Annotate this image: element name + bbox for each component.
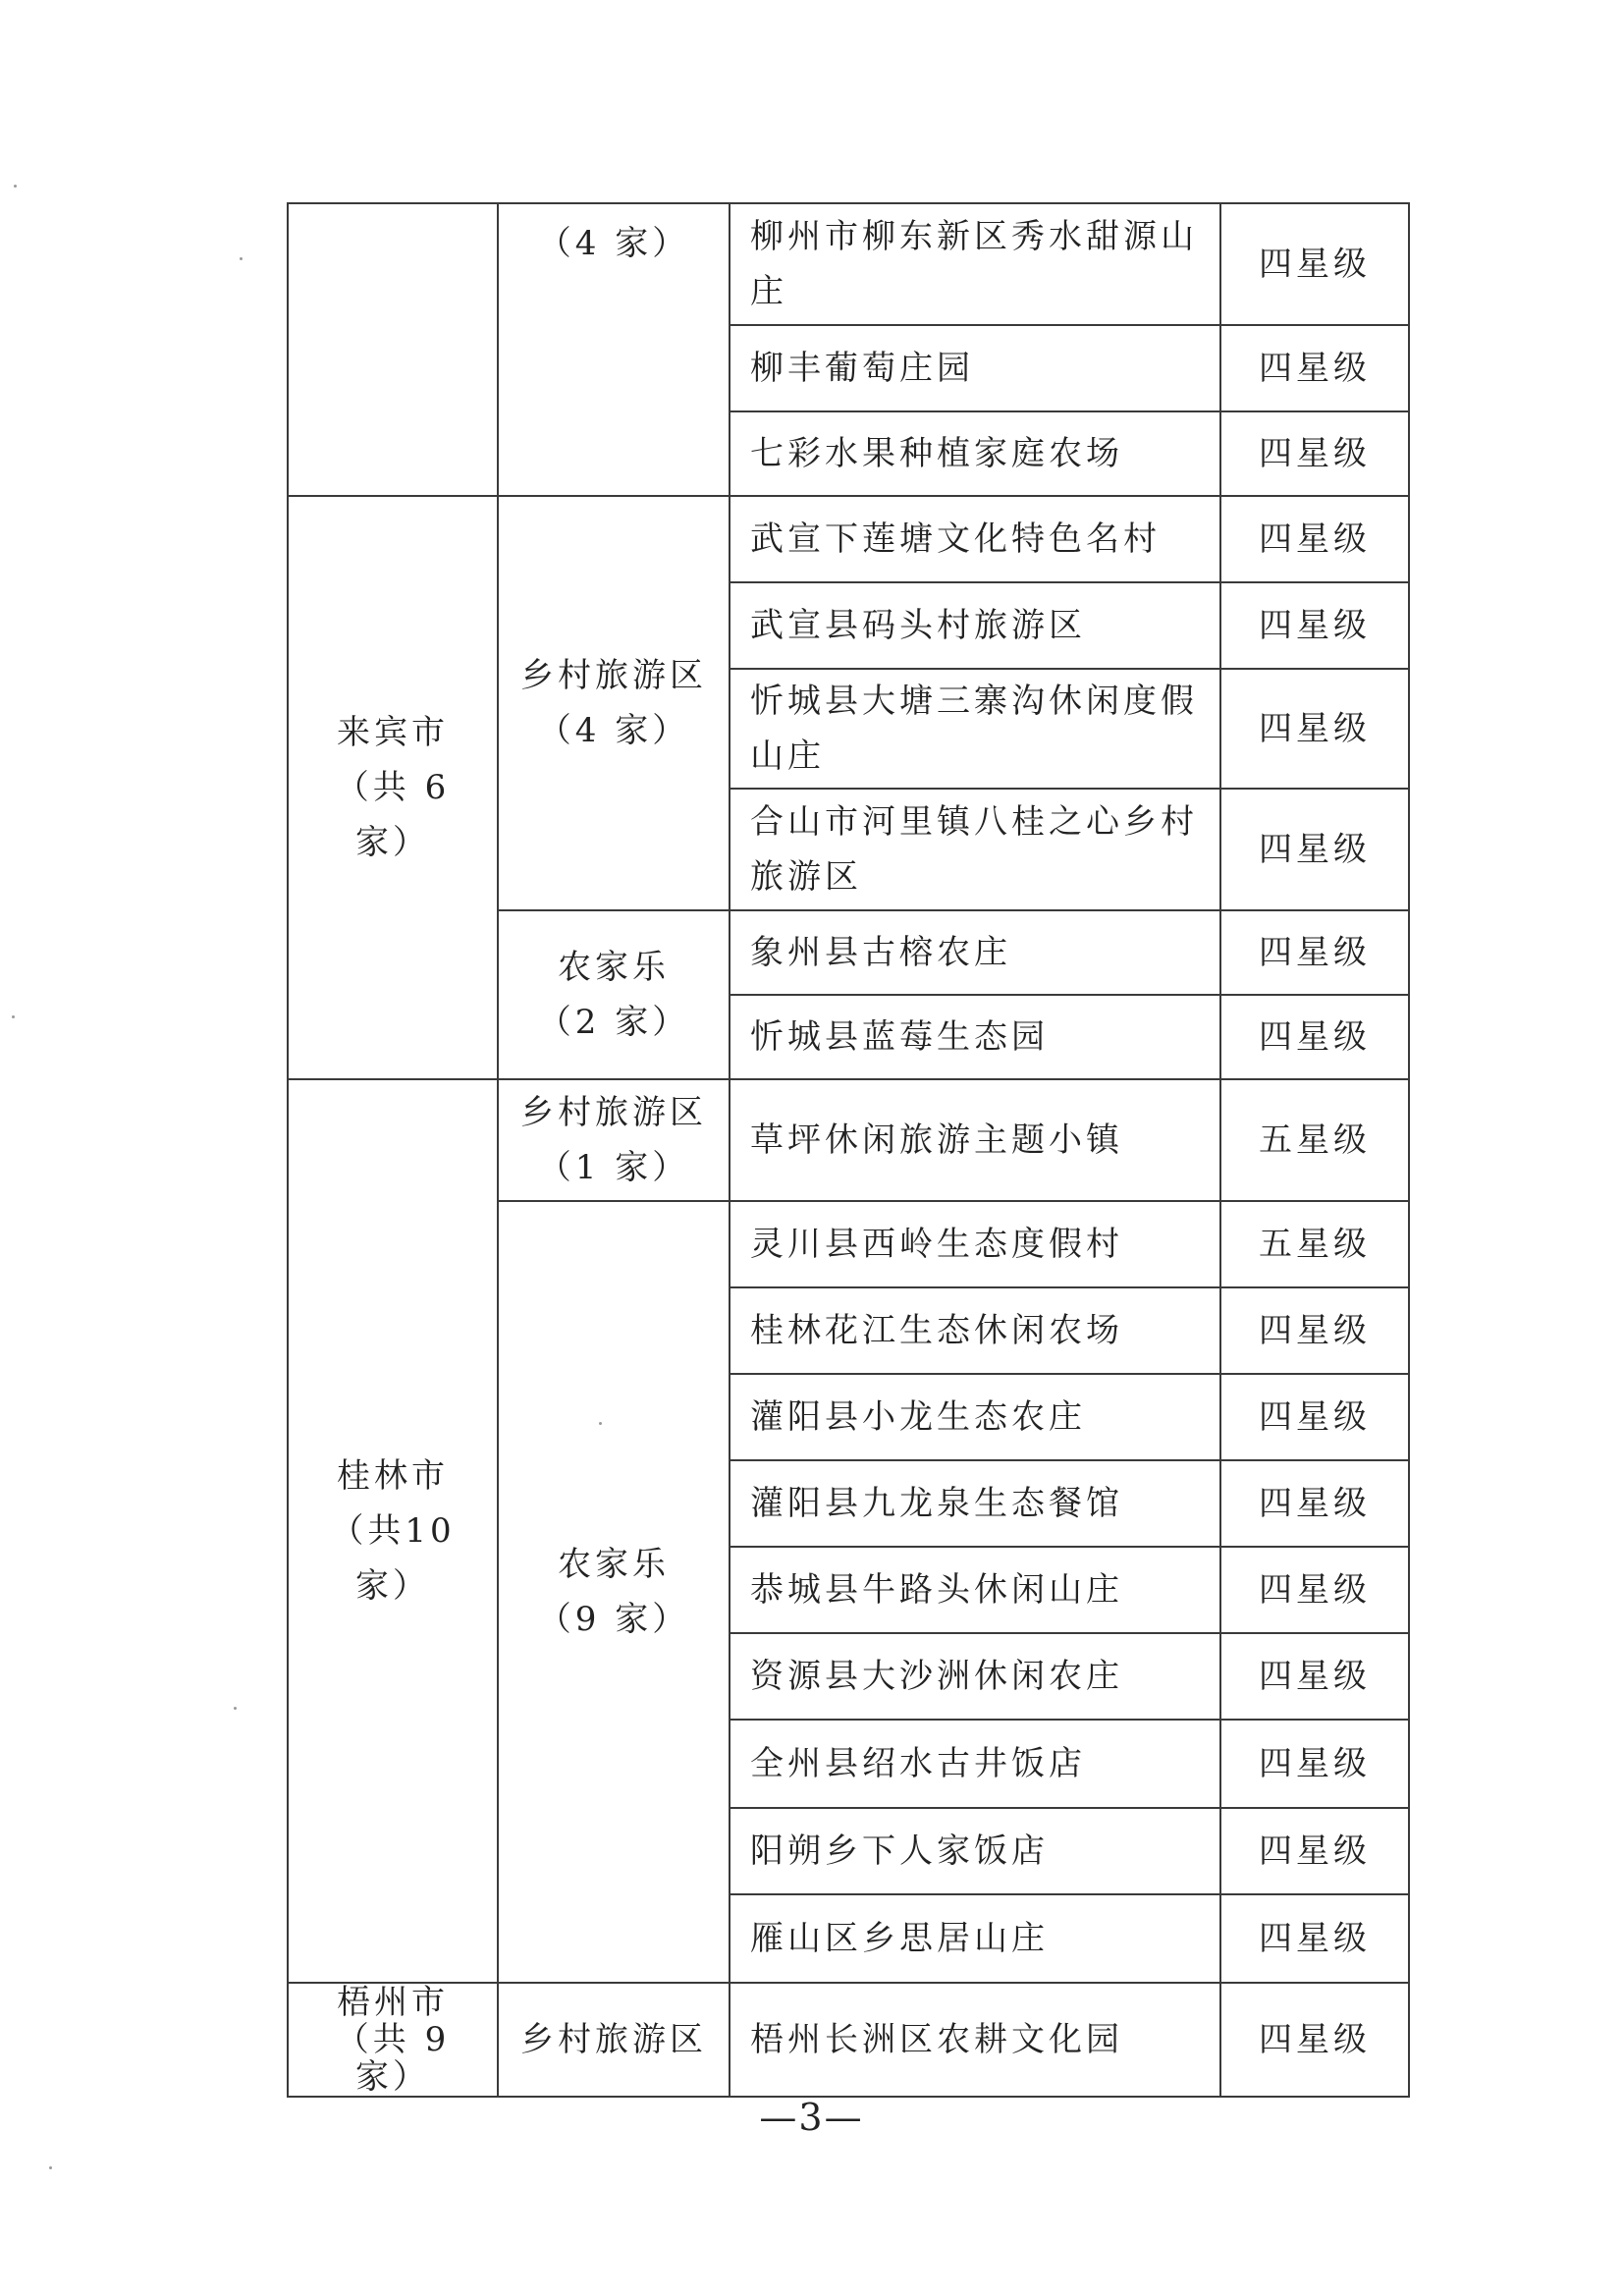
site-name: 武宣县码头村旅游区 — [730, 582, 1220, 669]
site-rating: 四星级 — [1220, 1983, 1409, 2097]
category-cell — [498, 1201, 730, 1983]
table-row — [288, 1983, 1409, 2097]
category-count: （9 家） — [537, 1600, 690, 1639]
ranking-table — [287, 202, 1410, 2098]
site-name: 柳丰葡萄庄园 — [730, 325, 1220, 411]
category-count: （1 家） — [537, 1148, 690, 1187]
site-name: 灵川县西岭生态度假村 — [730, 1201, 1220, 1287]
site-rating: 四星级 — [1220, 1894, 1409, 1983]
site-rating: 四星级 — [1220, 496, 1409, 582]
site-name: 灌阳县小龙生态农庄 — [730, 1374, 1220, 1460]
table-row — [288, 1079, 1409, 1201]
category-name: 农家乐 — [558, 1545, 670, 1584]
site-rating: 四星级 — [1220, 789, 1409, 910]
site-rating: 五星级 — [1220, 1201, 1409, 1287]
city-count: （共 9 家） — [335, 2020, 451, 2097]
scan-speck — [240, 257, 243, 260]
category-name: 乡村旅游区 — [520, 1093, 707, 1132]
site-name: 全州县绍水古井饭店 — [730, 1720, 1220, 1808]
site-rating: 五星级 — [1220, 1079, 1409, 1201]
table-row — [288, 496, 1409, 582]
site-name: 雁山区乡思居山庄 — [730, 1894, 1220, 1983]
site-rating: 四星级 — [1220, 325, 1409, 411]
category-name: 乡村旅游区 — [520, 2020, 707, 2059]
city-cell — [288, 496, 498, 1079]
site-rating: 四星级 — [1220, 411, 1409, 496]
site-rating: 四星级 — [1220, 1633, 1409, 1720]
category-name: 农家乐 — [558, 948, 670, 987]
site-rating: 四星级 — [1220, 1374, 1409, 1460]
category-name: 乡村旅游区 — [520, 656, 707, 695]
category-count: （4 家） — [537, 224, 690, 263]
city-name: 来宾市 — [337, 713, 449, 752]
scan-speck — [14, 185, 17, 188]
page-number: —3— — [759, 2096, 864, 2139]
site-name: 七彩水果种植家庭农场 — [730, 411, 1220, 496]
category-cell — [498, 203, 730, 496]
city-count: （共10家） — [330, 1511, 456, 1606]
site-name: 忻城县大塘三寨沟休闲度假山庄 — [730, 669, 1220, 789]
category-cell — [498, 1079, 730, 1201]
site-rating: 四星级 — [1220, 582, 1409, 669]
site-name: 资源县大沙洲休闲农庄 — [730, 1633, 1220, 1720]
site-rating: 四星级 — [1220, 1720, 1409, 1808]
site-name: 象州县古榕农庄 — [730, 910, 1220, 995]
site-rating: 四星级 — [1220, 669, 1409, 789]
scan-speck — [599, 1422, 602, 1425]
site-rating: 四星级 — [1220, 1287, 1409, 1374]
table-row — [288, 203, 1409, 325]
site-name: 梧州长洲区农耕文化园 — [730, 1983, 1220, 2097]
category-count: （2 家） — [537, 1003, 690, 1042]
scan-speck — [234, 1707, 237, 1710]
site-name: 草坪休闲旅游主题小镇 — [730, 1079, 1220, 1201]
city-cell — [288, 1079, 498, 1983]
site-rating: 四星级 — [1220, 1808, 1409, 1894]
category-count: （4 家） — [537, 711, 690, 750]
city-count: （共 6 家） — [335, 768, 451, 862]
site-name: 武宣下莲塘文化特色名村 — [730, 496, 1220, 582]
site-rating: 四星级 — [1220, 995, 1409, 1079]
site-name: 灌阳县九龙泉生态餐馆 — [730, 1460, 1220, 1547]
city-name: 梧州市 — [337, 1983, 449, 2022]
site-name: 桂林花江生态休闲农场 — [730, 1287, 1220, 1374]
city-name: 桂林市 — [337, 1456, 449, 1496]
site-name: 恭城县牛路头休闲山庄 — [730, 1547, 1220, 1633]
site-name: 阳朔乡下人家饭店 — [730, 1808, 1220, 1894]
site-rating: 四星级 — [1220, 910, 1409, 995]
site-name: 忻城县蓝莓生态园 — [730, 995, 1220, 1079]
category-cell — [498, 1983, 730, 2097]
site-name: 合山市河里镇八桂之心乡村旅游区 — [730, 789, 1220, 910]
city-cell-empty — [288, 203, 498, 496]
site-rating: 四星级 — [1220, 1460, 1409, 1547]
scan-speck — [49, 2166, 52, 2169]
category-cell — [498, 496, 730, 910]
category-cell — [498, 910, 730, 1079]
site-rating: 四星级 — [1220, 1547, 1409, 1633]
site-rating: 四星级 — [1220, 203, 1409, 325]
scan-speck — [12, 1015, 15, 1018]
city-cell — [288, 1983, 498, 2097]
site-name: 柳州市柳东新区秀水甜源山庄 — [730, 203, 1220, 325]
